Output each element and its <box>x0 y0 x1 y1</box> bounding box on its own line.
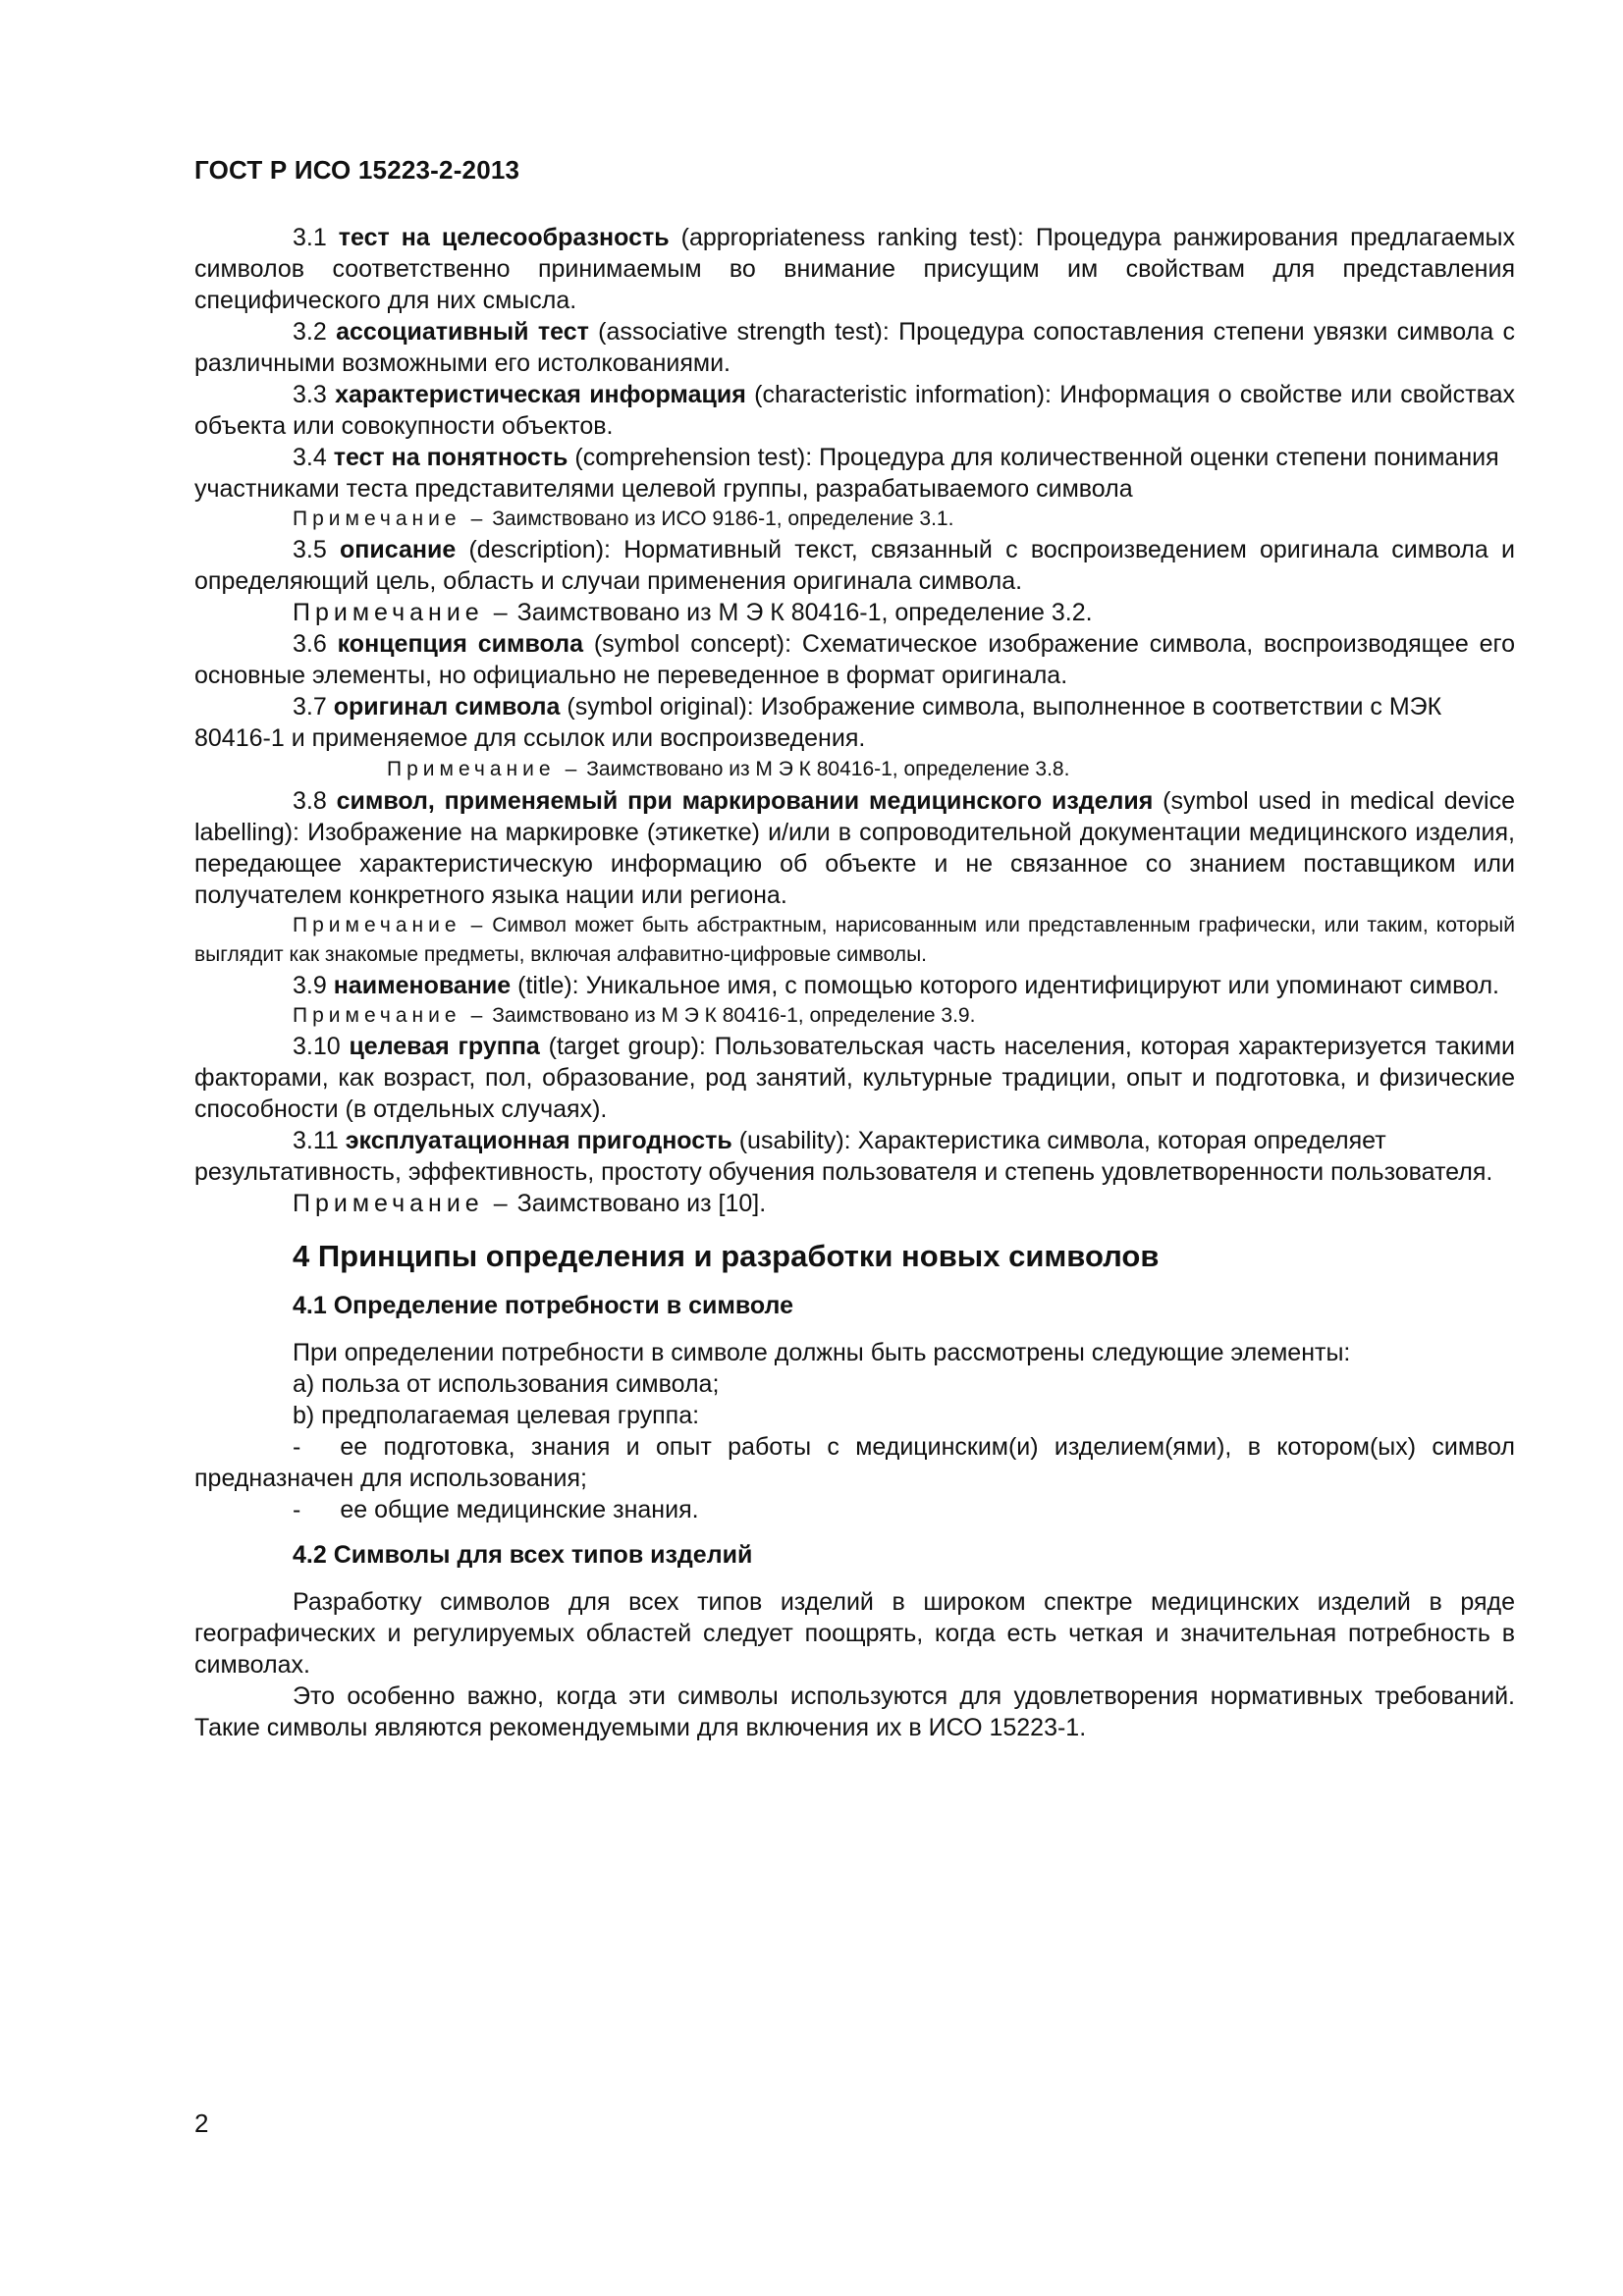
definition-3-5 <box>194 534 1515 597</box>
section-4-2-paragraph-1: Разработку символов для всех типов изделий в широком спектре медицинских изделий в ряде географических и регулируемых областей следует поощрять, когда есть четкая и значительная потребность в символах. <box>194 1588 1515 1679</box>
dash-marker: - <box>293 1433 301 1461</box>
definition-3-8 <box>194 785 1515 911</box>
definition-number: 3.10 <box>293 1033 350 1060</box>
definition-text: (appropriateness ranking test): Процедура ранжирования предлагаемых символов соответственно принимаемым во внимание присущим им свойствам для представления специфического для них смысла. <box>194 224 1515 314</box>
note-label: Примечание <box>293 507 461 530</box>
section-4-1-heading: 4.1 Определение потребности в символе <box>293 1292 793 1319</box>
definition-3-7 <box>194 691 1515 754</box>
definition-number: 3.4 <box>293 444 334 471</box>
note-text: Заимствовано из М Э К 80416-1, определение 3.2. <box>516 599 1093 626</box>
section-4-1-intro: При определении потребности в символе должны быть рассмотрены следующие элементы: <box>293 1339 1351 1366</box>
definition-term: эксплуатационная пригодность <box>345 1127 732 1154</box>
definition-number: 3.11 <box>293 1127 346 1154</box>
definition-term: наименование <box>333 972 512 999</box>
definition-term: целевая группа <box>349 1033 540 1060</box>
dash-item-1 <box>194 1431 1515 1494</box>
note-label: Примечание <box>293 1004 461 1027</box>
definition-3-10 <box>194 1031 1515 1125</box>
note-3-4: Примечание – Заимствовано из ИСО 9186-1, определение 3.1. <box>293 507 954 530</box>
dash-marker: - <box>293 1496 301 1523</box>
note-text: Заимствовано из М Э К 80416-1, определение 3.8. <box>586 758 1070 780</box>
note-3-9: Примечание – Заимствовано из М Э К 80416-1, определение 3.9. <box>293 1004 976 1027</box>
definition-text: (comprehension test): Процедура для количественной оценки степени понимания участниками теста представителями целевой группы, разрабатываемого символа <box>194 444 1499 503</box>
definition-text: (title): Уникальное имя, с помощью которого идентифицируют или упоминают символ. <box>511 972 1499 999</box>
note-text: Символ может быть абстрактным, нарисованным или представленным графически, или таким, который выглядит как знакомые предметы, включая алфавитно-цифровые символы. <box>194 914 1515 966</box>
definition-text: (symbol used in medical device labelling): Изображение на маркировке (этикетке) и/или в сопроводительной документации медицинского изделия, передающее характеристическую информацию об объекте и не связанное со знанием поставщиком или получателем конкретного языка нации или региона. <box>194 787 1515 909</box>
definition-term: тест на понятность <box>333 444 568 471</box>
definition-text: (description): Нормативный текст, связанный с воспроизведением оригинала символа и определяющий цель, область и случаи применения оригинала символа. <box>194 536 1515 595</box>
definition-number: 3.6 <box>293 630 338 658</box>
definition-number: 3.9 <box>293 972 334 999</box>
definition-number: 3.1 <box>293 224 339 251</box>
definition-text: (characteristic information): Информация о свойстве или свойствах объекта или совокупности объектов. <box>194 381 1515 440</box>
definition-number: 3.5 <box>293 536 340 563</box>
definition-3-11 <box>194 1125 1515 1188</box>
definition-term: тест на целесообразность <box>338 224 670 251</box>
definition-3-2 <box>194 316 1515 379</box>
note-3-11: Примечание – Заимствовано из [10]. <box>293 1190 767 1217</box>
definition-number: 3.3 <box>293 381 336 408</box>
note-text: Заимствовано из [10]. <box>516 1190 767 1217</box>
definition-number: 3.7 <box>293 693 334 721</box>
dash-item-text: ее общие медицинские знания. <box>340 1496 699 1523</box>
definition-number: 3.2 <box>293 318 337 346</box>
definition-term: описание <box>340 536 457 563</box>
definition-3-3 <box>194 379 1515 442</box>
definition-text: (symbol concept): Схематическое изображение символа, воспроизводящее его основные элементы, но официально не переведенное в формат оригинала. <box>194 630 1516 689</box>
note-label: Примечание <box>293 599 484 626</box>
definition-text: (target group): Пользовательская часть населения, которая характеризуется такими факторами, как возраст, пол, образование, род занятий, культурные традиции, опыт и подготовка, и физические способности (в отдельных случаях). <box>194 1033 1515 1123</box>
definition-term: характеристическая информация <box>335 381 746 408</box>
definition-term: ассоциативный тест <box>336 318 589 346</box>
note-3-8: Примечание – Символ может быть абстрактным, нарисованным или представленным графически, или таким, который выглядит как знакомые предметы, включая алфавитно-цифровые символы. <box>194 914 1515 966</box>
section-4-2-heading: 4.2 Символы для всех типов изделий <box>293 1541 753 1569</box>
note-label: Примечание <box>293 914 461 936</box>
dash-item-text: ее подготовка, знания и опыт работы с медицинским(и) изделием(ями), в котором(ых) символ предназначен для использования; <box>194 1433 1515 1492</box>
note-text: Заимствовано из ИСО 9186-1, определение 3.1. <box>492 507 954 530</box>
note-label: Примечание <box>387 758 556 780</box>
document-body <box>194 222 1515 1743</box>
section-4-2-paragraph-2: Это особенно важно, когда эти символы используются для удовлетворения нормативных требований. Такие символы являются рекомендуемыми для включения их в ИСО 15223-1. <box>194 1682 1515 1741</box>
definition-term: символ, применяемый при маркировании медицинского изделия <box>336 787 1154 815</box>
note-label: Примечание <box>293 1190 484 1217</box>
dash-item-2 <box>194 1494 1515 1525</box>
section-4-heading: 4 Принципы определения и разработки новых символов <box>293 1239 1160 1273</box>
list-item-a: a) польза от использования символа; <box>293 1370 720 1398</box>
definition-3-6 <box>194 628 1515 691</box>
definition-3-9 <box>194 970 1515 1001</box>
list-item-b: b) предполагаемая целевая группа: <box>293 1402 700 1429</box>
definition-term: концепция символа <box>337 630 583 658</box>
definition-3-1 <box>194 222 1515 316</box>
definition-number: 3.8 <box>293 787 337 815</box>
definition-text: (associative strength test): Процедура сопоставления степени увязки символа с различными возможными его истолкованиями. <box>194 318 1515 377</box>
document-header: ГОСТ Р ИСО 15223-2-2013 <box>194 155 520 185</box>
definition-text: (symbol original): Изображение символа, выполненное в соответствии с МЭК 80416-1 и применяемое для ссылок или воспроизведения. <box>194 693 1442 752</box>
page-number: 2 <box>194 2109 209 2138</box>
definition-text: (usability): Характеристика символа, которая определяет результативность, эффективность, простоту обучения пользователя и степень удовлетворенности пользователя. <box>194 1127 1493 1186</box>
note-3-7: Примечание – Заимствовано из М Э К 80416-1, определение 3.8. <box>387 758 1070 780</box>
note-3-5: Примечание – Заимствовано из М Э К 80416-1, определение 3.2. <box>293 599 1093 626</box>
definition-term: оригинал символа <box>333 693 561 721</box>
definition-3-4 <box>194 442 1515 505</box>
note-text: Заимствовано из М Э К 80416-1, определение 3.9. <box>492 1004 976 1027</box>
